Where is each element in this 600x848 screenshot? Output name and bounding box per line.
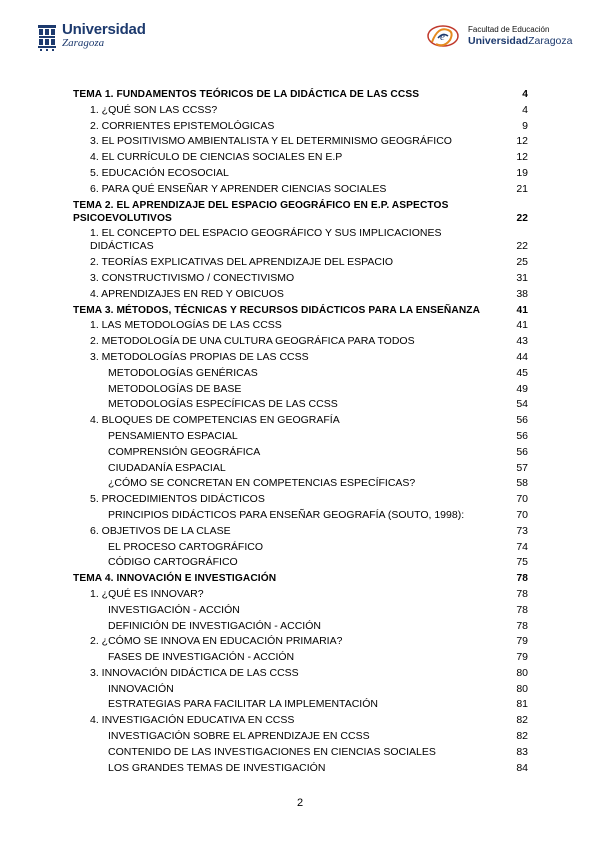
university-shield-icon — [36, 22, 58, 52]
toc-entry-title: 6. OBJETIVOS DE LA CLASE — [90, 524, 231, 537]
toc-entry-page: 12 — [516, 135, 528, 148]
toc-chapter-entry[interactable] — [73, 88, 528, 101]
toc-subsection-entry[interactable] — [73, 541, 528, 554]
toc-section-entry[interactable] — [73, 135, 528, 148]
toc-section-entry[interactable] — [73, 588, 528, 601]
toc-entry-page: 38 — [516, 287, 528, 300]
toc-entry-page: 9 — [522, 119, 528, 132]
toc-subsection-entry[interactable] — [73, 762, 528, 775]
toc-subsection-entry[interactable] — [73, 620, 528, 633]
toc-subsection-entry[interactable] — [73, 430, 528, 443]
toc-chapter-entry[interactable] — [73, 199, 528, 225]
toc-entry-page: 22 — [516, 240, 528, 253]
toc-subsection-entry[interactable] — [73, 367, 528, 380]
toc-section-entry[interactable] — [73, 120, 528, 133]
toc-subsection-entry[interactable] — [73, 477, 528, 490]
toc-entry-title: TEMA 4. INNOVACIÓN E INVESTIGACIÓN — [73, 573, 277, 585]
toc-entry-page: 57 — [516, 461, 528, 474]
toc-section-entry[interactable] — [73, 714, 528, 727]
toc-entry-title: 3. INNOVACIÓN DIDÁCTICA DE LAS CCSS — [90, 666, 299, 679]
toc-entry-title: TEMA 1. FUNDAMENTOS TEÓRICOS DE LA DIDÁCTICA DE LAS CCSS — [73, 89, 420, 100]
toc-subsection-entry[interactable] — [73, 730, 528, 743]
toc-entry-title: INVESTIGACIÓN - ACCIÓN — [108, 603, 240, 616]
logo-facultad-text: Facultad de Educación — [468, 25, 550, 35]
toc-subsection-entry[interactable] — [73, 383, 528, 396]
toc-entry-page: 78 — [516, 619, 528, 632]
toc-subsection-entry[interactable] — [73, 462, 528, 475]
toc-entry-page: 43 — [516, 335, 528, 348]
toc-entry-page: 83 — [516, 745, 528, 758]
toc-entry-page: 79 — [516, 651, 528, 664]
toc-entry-title: 4. APRENDIZAJES EN RED Y OBICUOS — [90, 287, 284, 300]
toc-entry-page: 41 — [516, 304, 528, 316]
toc-section-entry[interactable] — [73, 288, 528, 301]
toc-entry-page: 82 — [516, 730, 528, 743]
toc-entry-title: 4. BLOQUES DE COMPETENCIAS EN GEOGRAFÍA — [90, 414, 340, 427]
toc-section-entry[interactable] — [73, 227, 528, 253]
toc-entry-title: CIUDADANÍA ESPACIAL — [108, 461, 226, 474]
toc-entry-page: 56 — [516, 414, 528, 427]
toc-section-entry[interactable] — [73, 104, 528, 117]
toc-entry-title: METODOLOGÍAS DE BASE — [108, 382, 242, 395]
toc-entry-title: 2. TEORÍAS EXPLICATIVAS DEL APRENDIZAJE DEL ESPACIO — [90, 256, 394, 269]
toc-entry-page: 81 — [516, 698, 528, 711]
toc-entry-page: 54 — [516, 398, 528, 411]
toc-subsection-entry[interactable] — [73, 698, 528, 711]
toc-entry-page: 80 — [516, 682, 528, 695]
toc-section-entry[interactable] — [73, 667, 528, 680]
toc-entry-page: 70 — [516, 493, 528, 506]
toc-entry-title: DEFINICIÓN DE INVESTIGACIÓN - ACCIÓN — [108, 619, 321, 632]
toc-entry-title: EL PROCESO CARTOGRÁFICO — [108, 540, 264, 553]
toc-entry-page: 73 — [516, 524, 528, 537]
toc-entry-title: COMPRENSIÓN GEOGRÁFICA — [108, 445, 261, 458]
toc-subsection-entry[interactable] — [73, 746, 528, 759]
toc-entry-title: 6. PARA QUÉ ENSEÑAR Y APRENDER CIENCIAS SOCIALES — [90, 182, 387, 195]
svg-text:e: e — [440, 31, 445, 43]
toc-subsection-entry[interactable] — [73, 556, 528, 569]
toc-entry-page: 79 — [516, 635, 528, 648]
toc-entry-title: PRINCIPIOS DIDÁCTICOS PARA ENSEÑAR GEOGRAFÍA (SOUTO, 1998): — [108, 508, 465, 521]
toc-entry-title: CÓDIGO CARTOGRÁFICO — [108, 556, 238, 569]
toc-chapter-entry[interactable] — [73, 304, 528, 317]
toc-entry-page: 56 — [516, 429, 528, 442]
toc-entry-title: 4. EL CURRÍCULO DE CIENCIAS SOCIALES EN E.P — [90, 151, 343, 164]
toc-entry-title: TEMA 2. EL APRENDIZAJE DEL ESPACIO GEOGRÁFICO EN E.P. ASPECTOS PSICOEVOLUTIVOS — [73, 199, 449, 224]
toc-entry-title: 2. CORRIENTES EPISTEMOLÓGICAS — [90, 119, 275, 132]
toc-section-entry[interactable] — [73, 525, 528, 538]
toc-entry-title: TEMA 3. MÉTODOS, TÉCNICAS Y RECURSOS DIDÁCTICOS PARA LA ENSEÑANZA — [73, 304, 481, 316]
toc-section-entry[interactable] — [73, 256, 528, 269]
toc-entry-page: 49 — [516, 382, 528, 395]
toc-entry-page: 56 — [516, 445, 528, 458]
toc-entry-title: 4. INVESTIGACIÓN EDUCATIVA EN CCSS — [90, 714, 295, 727]
toc-section-entry[interactable] — [73, 493, 528, 506]
toc-chapter-entry[interactable] — [73, 572, 528, 585]
toc-entry-title: 3. CONSTRUCTIVISMO / CONECTIVISMO — [90, 271, 295, 284]
toc-section-entry[interactable] — [73, 635, 528, 648]
toc-entry-page: 78 — [516, 587, 528, 600]
toc-entry-page: 12 — [516, 151, 528, 164]
toc-entry-title: 1. LAS METODOLOGÍAS DE LAS CCSS — [90, 319, 282, 332]
toc-entry-title: LOS GRANDES TEMAS DE INVESTIGACIÓN — [108, 761, 326, 774]
toc-entry-page: 58 — [516, 477, 528, 490]
toc-section-entry[interactable] — [73, 335, 528, 348]
toc-entry-title: 3. METODOLOGÍAS PROPIAS DE LAS CCSS — [90, 350, 309, 363]
toc-entry-title: METODOLOGÍAS GENÉRICAS — [108, 366, 258, 379]
toc-entry-title: INNOVACIÓN — [108, 682, 174, 695]
toc-section-entry[interactable] — [73, 167, 528, 180]
toc-entry-page: 82 — [516, 714, 528, 727]
logo-zaragoza-text: Zaragoza — [62, 37, 105, 49]
toc-subsection-entry[interactable] — [73, 683, 528, 696]
toc-entry-title: 2. METODOLOGÍA DE UNA CULTURA GEOGRÁFICA PARA TODOS — [90, 335, 415, 348]
toc-subsection-entry[interactable] — [73, 398, 528, 411]
table-of-contents — [73, 88, 528, 777]
toc-subsection-entry[interactable] — [73, 446, 528, 459]
toc-entry-page: 31 — [516, 271, 528, 284]
toc-entry-page: 75 — [516, 556, 528, 569]
toc-entry-title: CONTENIDO DE LAS INVESTIGACIONES EN CIENCIAS SOCIALES — [108, 745, 436, 758]
toc-entry-title: 1. ¿QUÉ ES INNOVAR? — [90, 587, 204, 600]
toc-section-entry[interactable] — [73, 151, 528, 164]
toc-entry-title: FASES DE INVESTIGACIÓN - ACCIÓN — [108, 651, 295, 664]
toc-entry-page: 80 — [516, 666, 528, 679]
toc-entry-page: 84 — [516, 761, 528, 774]
facultad-educacion-logo — [424, 22, 572, 50]
toc-entry-page: 78 — [516, 573, 528, 585]
toc-section-entry[interactable] — [73, 351, 528, 364]
toc-entry-page: 70 — [516, 508, 528, 521]
toc-entry-page: 41 — [516, 319, 528, 332]
toc-entry-title: PENSAMIENTO ESPACIAL — [108, 429, 238, 442]
toc-section-entry[interactable] — [73, 183, 528, 196]
page-header — [0, 0, 600, 70]
toc-entry-title: 5. PROCEDIMIENTOS DIDÁCTICOS — [90, 493, 265, 506]
logo-universidad-zaragoza-text: UniversidadZaragoza — [468, 34, 573, 47]
toc-subsection-entry[interactable] — [73, 651, 528, 664]
toc-section-entry[interactable] — [73, 414, 528, 427]
toc-entry-title: INVESTIGACIÓN SOBRE EL APRENDIZAJE EN CCSS — [108, 730, 370, 743]
toc-section-entry[interactable] — [73, 272, 528, 285]
faculty-emblem-icon — [424, 22, 462, 50]
toc-entry-page: 74 — [516, 540, 528, 553]
universidad-zaragoza-logo — [36, 22, 146, 52]
toc-section-entry[interactable] — [73, 319, 528, 332]
toc-entry-page: 21 — [516, 182, 528, 195]
toc-entry-title: ESTRATEGIAS PARA FACILITAR LA IMPLEMENTACIÓN — [108, 698, 378, 711]
toc-entry-title: 1. EL CONCEPTO DEL ESPACIO GEOGRÁFICO Y SUS IMPLICACIONES DIDÁCTICAS — [90, 227, 442, 253]
toc-entry-page: 25 — [516, 256, 528, 269]
toc-entry-title: METODOLOGÍAS ESPECÍFICAS DE LAS CCSS — [108, 398, 338, 411]
toc-entry-title: 5. EDUCACIÓN ECOSOCIAL — [90, 166, 229, 179]
toc-entry-page: 19 — [516, 166, 528, 179]
toc-entry-title: ¿CÓMO SE CONCRETAN EN COMPETENCIAS ESPECÍFICAS? — [108, 477, 416, 490]
toc-entry-page: 4 — [522, 103, 528, 116]
toc-entry-title: 2. ¿CÓMO SE INNOVA EN EDUCACIÓN PRIMARIA? — [90, 635, 343, 648]
logo-universidad-text: Universidad — [62, 21, 146, 38]
toc-entry-page: 45 — [516, 366, 528, 379]
toc-subsection-entry[interactable] — [73, 604, 528, 617]
toc-entry-page: 4 — [522, 89, 528, 100]
toc-entry-page: 44 — [516, 350, 528, 363]
page-number: 2 — [296, 797, 304, 809]
toc-entry-title: 3. EL POSITIVISMO AMBIENTALISTA Y EL DETERMINISMO GEOGRÁFICO — [90, 135, 452, 148]
toc-entry-page: 22 — [516, 212, 528, 224]
toc-subsection-entry[interactable] — [73, 509, 528, 522]
toc-entry-page: 78 — [516, 603, 528, 616]
toc-entry-title: 1. ¿QUÉ SON LAS CCSS? — [90, 103, 218, 116]
